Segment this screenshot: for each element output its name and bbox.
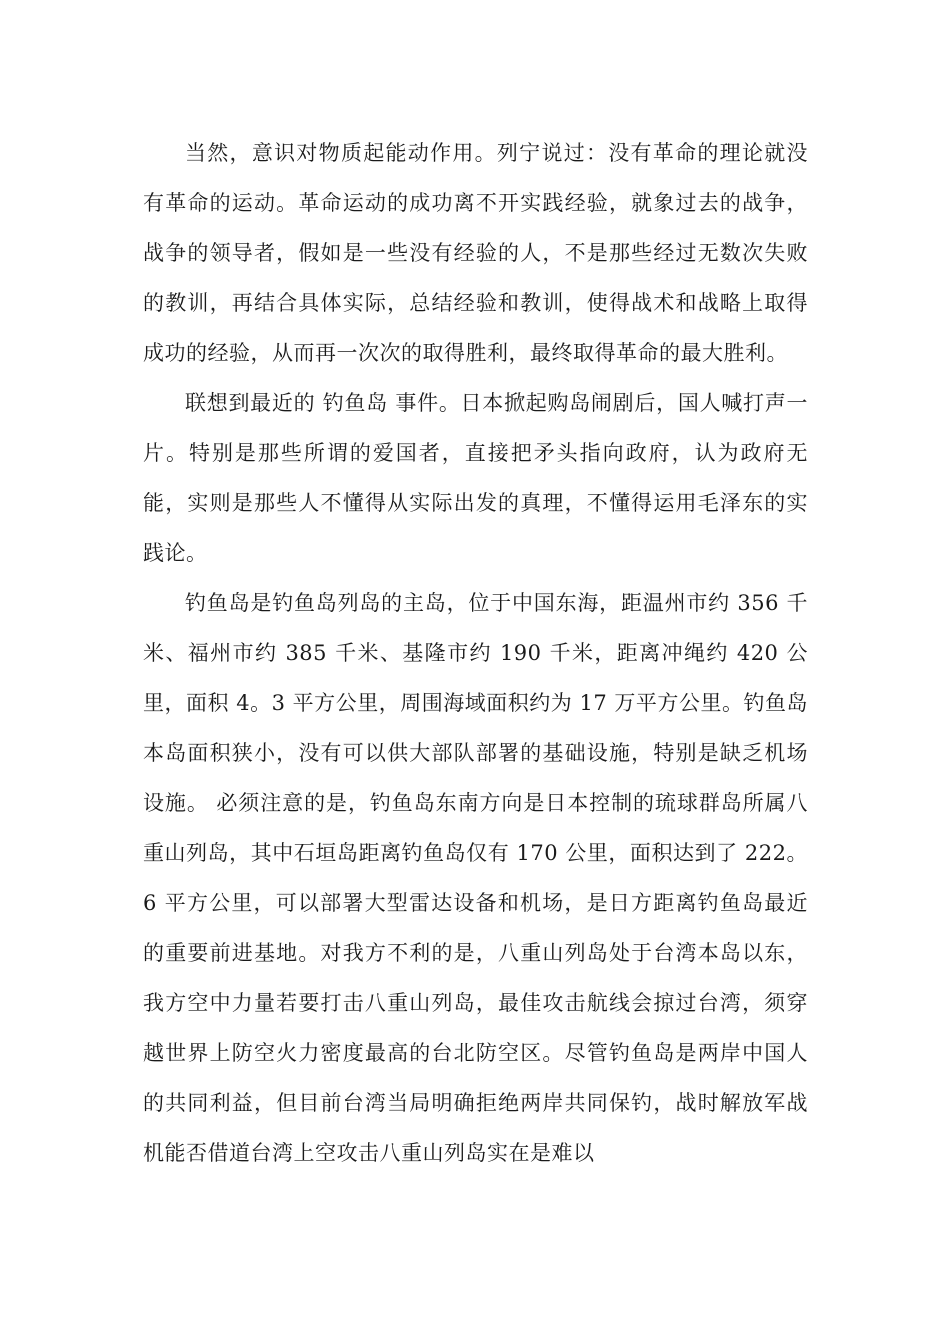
paragraph-3: 钓鱼岛是钓鱼岛列岛的主岛，位于中国东海，距温州市约 356 千米、福州市约 385 千米、基隆市约 190 千米，距离冲绳约 420 公里，面积 4。3 平方公里，周围海域面积约为 17 万平方公里。钓鱼岛本岛面积狭小，没有可以供大部队部署的基础设施，特别是缺乏机场设施。 必须注意的是，钓鱼岛东南方向是日本控制的琉球群岛所属八重山列岛，其中石垣岛距离钓鱼岛仅有 170 公里，面积达到了 222。6 平方公里，可以部署大型雷达设备和机场，是日方距离钓鱼岛最近的重要前进基地。对我方不利的是，八重山列岛处于台湾本岛以东，我方空中力量若要打击八重山列岛，最佳攻击航线会掠过台湾，须穿越世界上防空火力密度最高的台北防空区。尽管钓鱼岛是两岸中国人的共同利益，但目前台湾当局明确拒绝两岸共同保钓，战时解放军战机能否借道台湾上空攻击八重山列岛实在是难以 (143, 591, 808, 1165)
paragraph-2: 联想到最近的 钓鱼岛 事件。日本掀起购岛闹剧后，国人喊打声一片。特别是那些所谓的爱国者，直接把矛头指向政府，认为政府无能，实则是那些人不懂得从实际出发的真理，不懂得运用毛泽东的实践论。 (143, 391, 808, 565)
document-body (143, 128, 808, 1178)
paragraph-1: 当然，意识对物质起能动作用。列宁说过：没有革命的理论就没有革命的运动。革命运动的成功离不开实践经验，就象过去的战争，战争的领导者，假如是一些没有经验的人，不是那些经过无数次失败的教训，再结合具体实际，总结经验和教训，使得战术和战略上取得成功的经验，从而再一次次的取得胜利，最终取得革命的最大胜利。 (143, 141, 808, 365)
